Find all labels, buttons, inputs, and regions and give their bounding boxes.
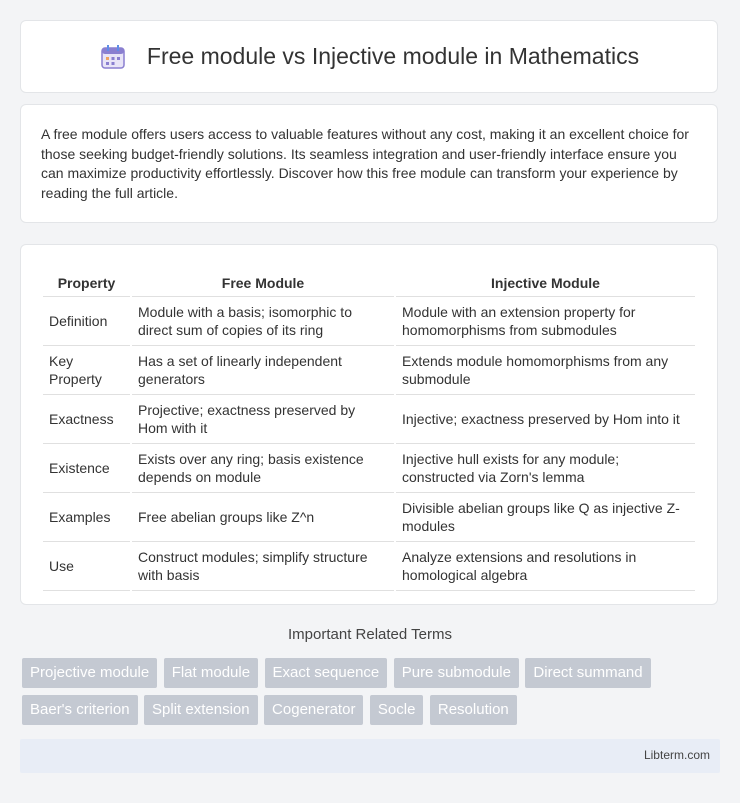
comparison-table-card: [20, 244, 718, 605]
row-free-value: Has a set of linearly independent generators: [132, 346, 394, 395]
related-term-tag[interactable]: Flat module: [164, 658, 258, 688]
row-free-value: Exists over any ring; basis existence depends on module: [132, 444, 394, 493]
table-row: [43, 297, 695, 346]
row-property: Examples: [43, 493, 130, 542]
row-free-value: Construct modules; simplify structure with basis: [132, 542, 394, 591]
related-term-tag[interactable]: Baer's criterion: [22, 695, 138, 725]
related-term-tag[interactable]: Projective module: [22, 658, 157, 688]
related-terms-list: [22, 658, 722, 732]
row-property: Use: [43, 542, 130, 591]
intro-text: A free module offers users access to valuable features without any cost, making it an excellent choice for those seeking budget-friendly solutions. Its seamless integration and user-friendly interface ensure you can maximize productivity effortlessly. Discover how this free module can transform your experience by reading the full article.: [41, 126, 689, 201]
row-injective-value: Module with an extension property for homomorphisms from submodules: [396, 297, 695, 346]
related-terms-title: Important Related Terms: [288, 626, 452, 643]
related-term-tag[interactable]: Cogenerator: [264, 695, 363, 725]
header-free-module: Free Module: [132, 263, 394, 297]
row-property: Definition: [43, 297, 130, 346]
table-header-row: [43, 263, 695, 297]
calendar-icon: [99, 43, 127, 71]
table-row: [43, 444, 695, 493]
related-term-tag[interactable]: Split extension: [144, 695, 258, 725]
row-property: Existence: [43, 444, 130, 493]
header-property: Property: [43, 263, 130, 297]
related-term-tag[interactable]: Socle: [370, 695, 424, 725]
row-injective-value: Injective hull exists for any module; constructed via Zorn's lemma: [396, 444, 695, 493]
row-property: Exactness: [43, 395, 130, 444]
table-row: [43, 542, 695, 591]
row-injective-value: Divisible abelian groups like Q as injective Z-modules: [396, 493, 695, 542]
related-term-tag[interactable]: Direct summand: [525, 658, 650, 688]
row-property: Key Property: [43, 346, 130, 395]
header-card: [20, 20, 718, 93]
row-free-value: Free abelian groups like Z^n: [132, 493, 394, 542]
table-row: [43, 493, 695, 542]
related-term-tag[interactable]: Resolution: [430, 695, 517, 725]
table-row: [43, 395, 695, 444]
related-term-tag[interactable]: Pure submodule: [394, 658, 519, 688]
footer-brand[interactable]: Libterm.com: [643, 748, 710, 762]
intro-card: [20, 104, 718, 223]
row-injective-value: Analyze extensions and resolutions in homological algebra: [396, 542, 695, 591]
row-injective-value: Injective; exactness preserved by Hom into it: [396, 395, 695, 444]
page-title: Free module vs Injective module in Mathematics: [146, 43, 640, 69]
header-injective-module: Injective Module: [396, 263, 695, 297]
row-injective-value: Extends module homomorphisms from any submodule: [396, 346, 695, 395]
comparison-table: [41, 263, 697, 591]
row-free-value: Module with a basis; isomorphic to direct sum of copies of its ring: [132, 297, 394, 346]
related-term-tag[interactable]: Exact sequence: [265, 658, 388, 688]
footer: [20, 739, 720, 773]
table-row: [43, 346, 695, 395]
row-free-value: Projective; exactness preserved by Hom with it: [132, 395, 394, 444]
